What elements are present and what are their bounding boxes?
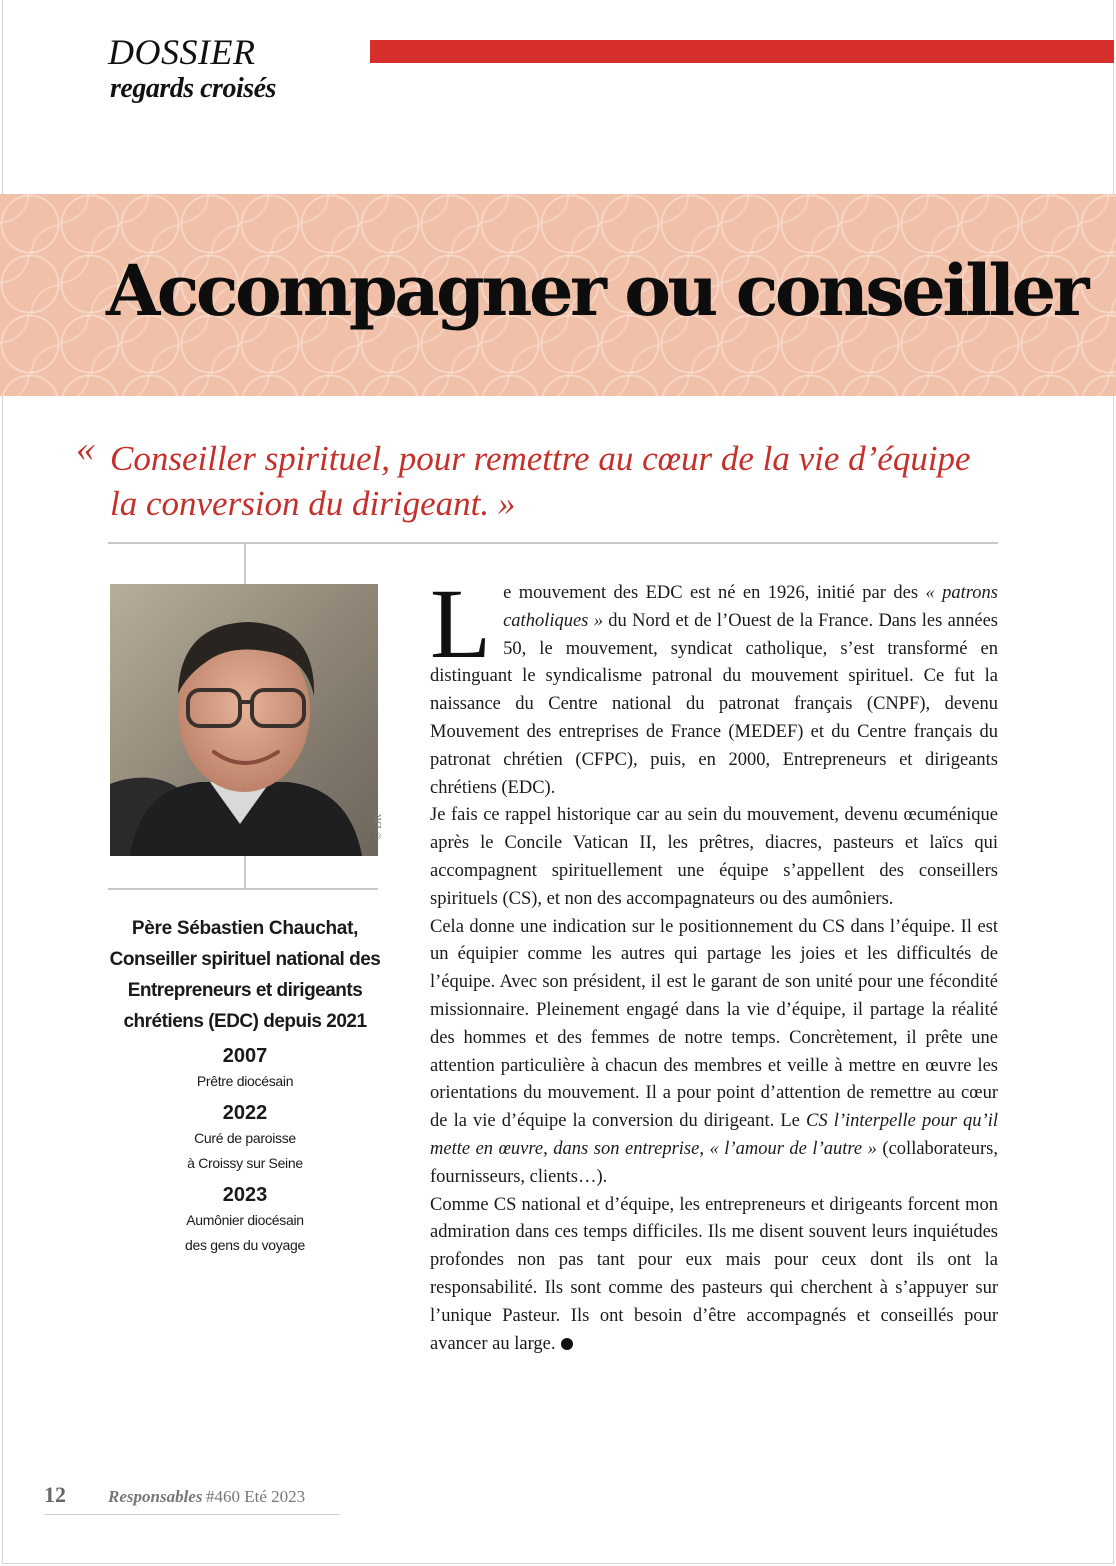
timeline-desc: des gens du voyage: [185, 1237, 305, 1253]
end-mark-icon: [561, 1338, 573, 1350]
text-run: Comme CS national et d’équipe, les entrepreneurs et dirigeants forcent mon admiration dans ces temps difficiles. Ils me disent souvent leurs inquiétudes profondes non pas tant pour eux mais pour ceux dont ils ont la responsabilité. Ils sont comme des pasteurs qui cherchent à s’appuyer sur l’unique Pasteur. Ils ont besoin d’être accompagnés et conseillés pour avancer au large.: [430, 1194, 998, 1354]
timeline-desc: Curé de paroisse: [194, 1130, 296, 1146]
article-paragraph: [430, 914, 998, 1192]
article-body: [430, 568, 999, 1358]
text-run: e mouvement des EDC est né en 1926, initié par des: [503, 583, 926, 603]
timeline-desc: Prêtre diocésain: [196, 1073, 294, 1089]
timeline-desc: Aumônier diocésain: [186, 1212, 304, 1228]
text-run: du Nord et de l’Ouest de la France. Dans les années 50, le mouvement, syndicat catholique, s’est transformé en distinguant le syndicalisme patronal du mouvement spirituel. Ce fut la naissance du Centre national du patronat français (CNPF), devenu Mouvement des entreprises de France (MEDEF) et du Centre français du patronat chrétien (CFPC), puis, en 2000, Entrepreneurs et dirigeants chrétiens (EDC).: [430, 610, 999, 798]
bio-sidebar: [96, 916, 394, 1258]
timeline-entry: [96, 1043, 394, 1094]
issue-info: #460 Eté 2023: [206, 1487, 306, 1506]
article-paragraph: [430, 1192, 998, 1359]
section-title: DOSSIER: [108, 32, 256, 72]
bio-name: Père Sébastien Chauchat,: [131, 918, 359, 939]
footer-rule: [44, 1514, 340, 1515]
timeline-year: 2023: [222, 1184, 268, 1206]
text-run: Cela donne une indication sur le positionnement du CS dans l’équipe. Il est un équipier comme les autres qui partage les joies et les difficultés de l’équipe. Avec son président, il est le garant de son unité pour une fécondité missionnaire. Pleinement engagé dans la vie d’équipe, il partage la réalité des hommes et des femmes de notre temps. Concrètement, il prête une attention particulière à chacun des membres et veille à mettre en œuvre les orientations du mouvement. Il a pour point d’attention de remettre au cœur de la vie d’équipe la conversion du dirigeant. Le: [430, 916, 998, 1132]
quote-open-mark: «: [76, 428, 95, 470]
headline: Accompagner ou conseiller: [106, 249, 1087, 332]
section-subtitle: regards croisés: [110, 73, 276, 104]
text-run-italic: « patrons catholiques »: [503, 583, 998, 631]
text-run-italic: CS l’interpelle pour qu’il mette en œuvre, dans son entreprise, « l’amour de l’autre »: [430, 1111, 998, 1159]
article-paragraph: Je fais ce rappel historique car au sein du mouvement, devenu œcuménique après le Concile Vatican II, les prêtres, diacres, pasteurs et laïcs qui accompagnent spirituellement une équipe s’appellent des conseillers spirituels (CS), et non des accompagnateurs ou des aumôniers.: [430, 805, 998, 909]
pull-quote: Conseiller spirituel, pour remettre au cœur de la vie d’équipe la conversion du dirigeant. »: [110, 439, 971, 523]
header-accent-bar: [370, 40, 1114, 63]
portrait-photo: [110, 584, 378, 856]
bio-role: Conseiller spirituel national des Entrepreneurs et dirigeants chrétiens (EDC) depuis 2021: [109, 949, 381, 1032]
photo-divider: [108, 888, 378, 890]
photo-connector-bottom: [244, 856, 246, 888]
timeline-year: 2007: [222, 1045, 268, 1067]
photo-connector-top: [244, 544, 246, 584]
publication-name: Responsables: [108, 1487, 203, 1506]
page-number: 12: [44, 1482, 66, 1507]
timeline-entry: [96, 1182, 394, 1258]
article-paragraph: [430, 568, 999, 802]
text-run: (collaborateurs, fournisseurs, clients…).: [430, 1138, 998, 1187]
drop-cap: L: [430, 568, 492, 679]
quote-divider: [108, 542, 998, 544]
timeline-year: 2022: [222, 1102, 268, 1124]
portrait-illustration: [110, 584, 378, 856]
timeline-entry: [96, 1100, 394, 1176]
timeline-desc: à Croissy sur Seine: [187, 1155, 303, 1171]
photo-credit: © DR: [372, 813, 384, 840]
